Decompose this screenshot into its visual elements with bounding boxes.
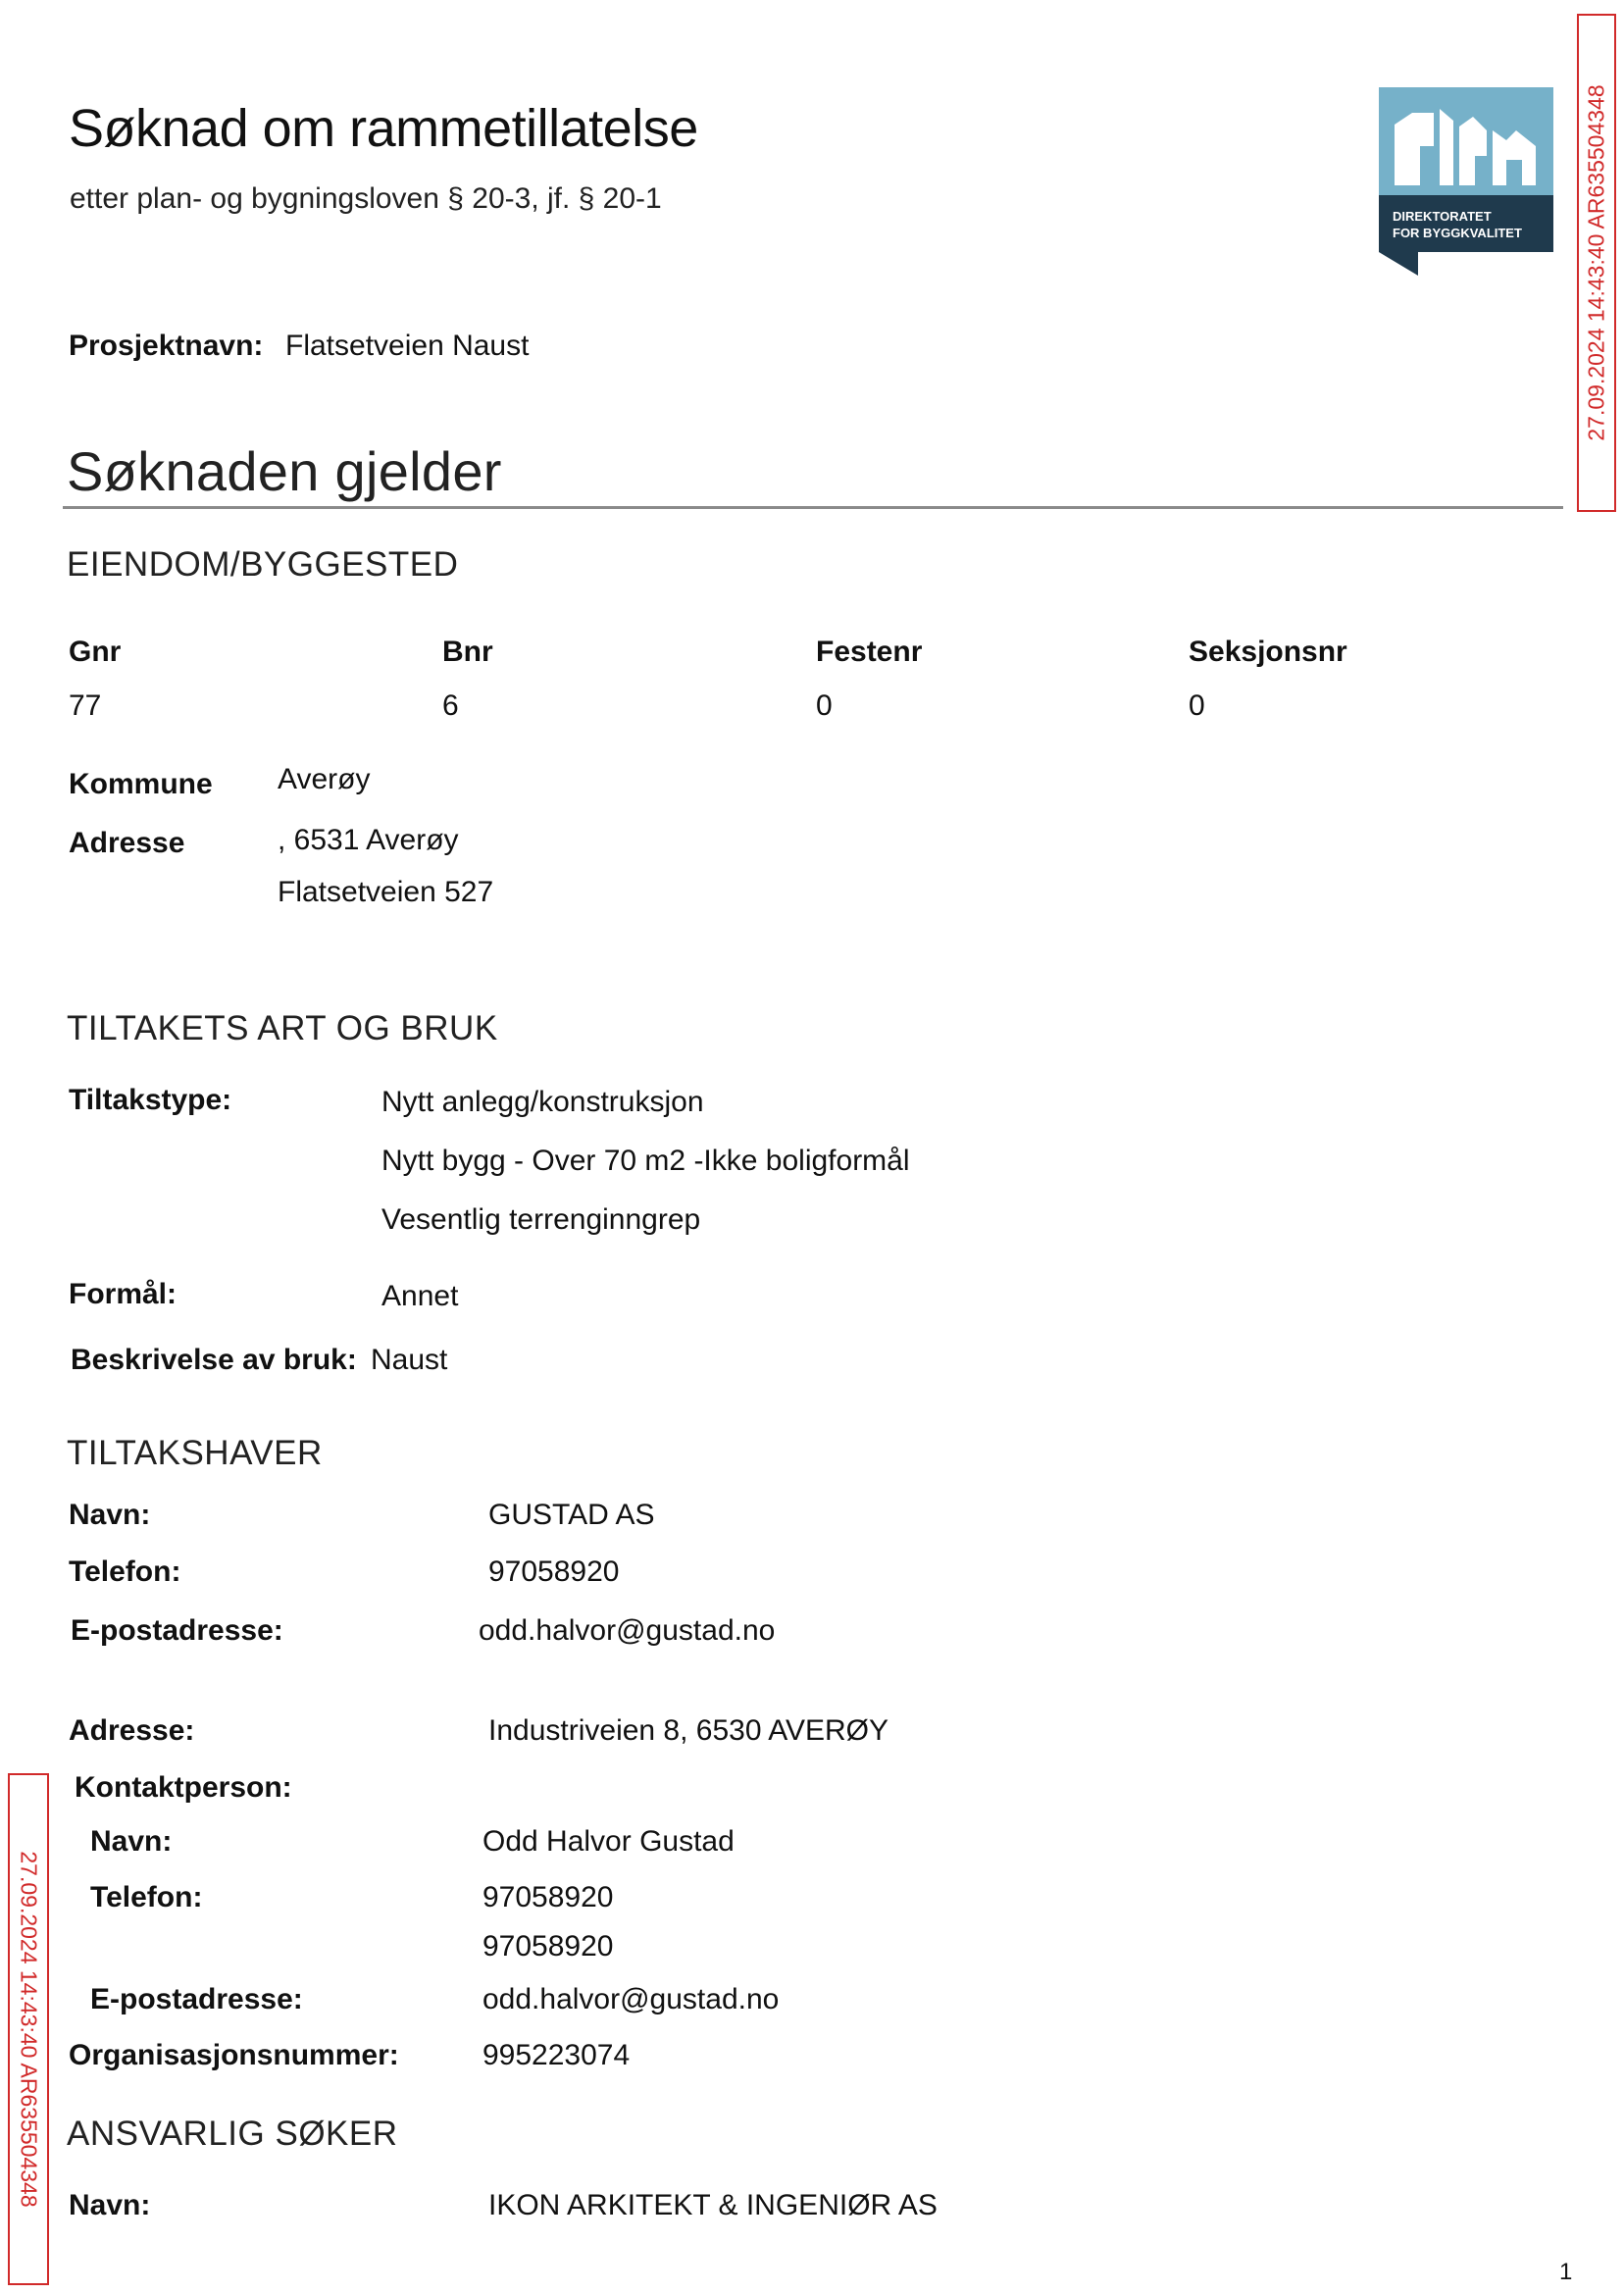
kontakt-epost-label: E-postadresse: (90, 1983, 303, 2015)
tiltakshaver-navn-value: GUSTAD AS (488, 1499, 655, 1531)
project-name-value: Flatsetveien Naust (285, 330, 530, 362)
dibk-logo-graphic (1379, 87, 1553, 276)
ansvarlig-navn-value: IKON ARKITEKT & INGENIØR AS (488, 2189, 938, 2221)
section-divider (63, 506, 1563, 509)
stamp-text: 27.09.2024 14:43:40 AR635504348 (1583, 84, 1609, 441)
seksjonsnr-label: Seksjonsnr (1189, 636, 1347, 668)
tiltakstype-value: Nytt bygg - Over 70 m2 -Ikke boligformål (381, 1145, 910, 1177)
adresse-line1: , 6531 Averøy (278, 824, 459, 856)
receipt-stamp-right (1577, 14, 1616, 512)
gnr-value: 77 (69, 689, 102, 722)
kontakt-telefon-label: Telefon: (90, 1881, 203, 1913)
bnr-label: Bnr (442, 636, 493, 668)
tiltak-heading: TILTAKETS ART OG BRUK (67, 1009, 498, 1047)
tiltakstype-value: Nytt anlegg/konstruksjon (381, 1086, 704, 1118)
kontakt-navn-label: Navn: (90, 1825, 173, 1858)
tiltakshaver-epost-label: E-postadresse: (71, 1614, 283, 1647)
gnr-label: Gnr (69, 636, 122, 668)
tiltakstype-value: Vesentlig terrenginngrep (381, 1203, 701, 1236)
tiltakshaver-navn-label: Navn: (69, 1499, 151, 1531)
bruk-value: Naust (371, 1344, 448, 1376)
receipt-stamp-left (8, 1773, 49, 2285)
dibk-logo (1379, 87, 1553, 276)
kontakt-telefon-value: 97058920 (482, 1930, 614, 1963)
seksjonsnr-value: 0 (1189, 689, 1205, 722)
tiltakshaver-epost-value: odd.halvor@gustad.no (479, 1614, 776, 1647)
bnr-value: 6 (442, 689, 459, 722)
kontakt-navn-value: Odd Halvor Gustad (482, 1825, 735, 1858)
tiltakshaver-adresse-label: Adresse: (69, 1714, 195, 1747)
project-name-label: Prosjektnavn: (69, 330, 264, 362)
tiltakshaver-telefon-value: 97058920 (488, 1555, 620, 1588)
kommune-label: Kommune (69, 768, 213, 800)
logo-line2: FOR BYGGKVALITET (1393, 226, 1522, 240)
tiltakstype-label: Tiltakstype: (69, 1084, 232, 1116)
kontaktperson-label: Kontaktperson: (75, 1771, 292, 1804)
ansvarlig-navn-label: Navn: (69, 2189, 151, 2221)
logo-line1: DIREKTORATET (1393, 209, 1492, 224)
festenr-label: Festenr (816, 636, 923, 668)
bruk-label: Beskrivelse av bruk: (71, 1344, 357, 1376)
tiltakshaver-telefon-label: Telefon: (69, 1555, 181, 1588)
property-heading: EIENDOM/BYGGESTED (67, 545, 459, 584)
orgnr-value: 995223074 (482, 2039, 631, 2071)
document-title: Søknad om rammetillatelse (69, 99, 698, 158)
ansvarlig-heading: ANSVARLIG SØKER (67, 2115, 398, 2153)
tiltakshaver-adresse-value: Industriveien 8, 6530 AVERØY (488, 1714, 889, 1747)
kontakt-telefon-value: 97058920 (482, 1881, 614, 1913)
section-title: Søknaden gjelder (67, 440, 502, 502)
page-number: 1 (1559, 2259, 1573, 2285)
document-subtitle: etter plan- og bygningsloven § 20-3, jf. § 20-1 (70, 182, 662, 215)
kommune-value: Averøy (278, 763, 371, 795)
orgnr-label: Organisasjonsnummer: (69, 2039, 399, 2071)
tiltakshaver-heading: TILTAKSHAVER (67, 1434, 323, 1472)
kontakt-epost-value: odd.halvor@gustad.no (482, 1983, 780, 2015)
adresse-label: Adresse (69, 827, 185, 859)
festenr-value: 0 (816, 689, 833, 722)
adresse-line2: Flatsetveien 527 (278, 876, 494, 908)
formal-value: Annet (381, 1280, 459, 1312)
stamp-text: 27.09.2024 14:43:40 AR635504348 (16, 1851, 42, 2208)
formal-label: Formål: (69, 1278, 178, 1310)
